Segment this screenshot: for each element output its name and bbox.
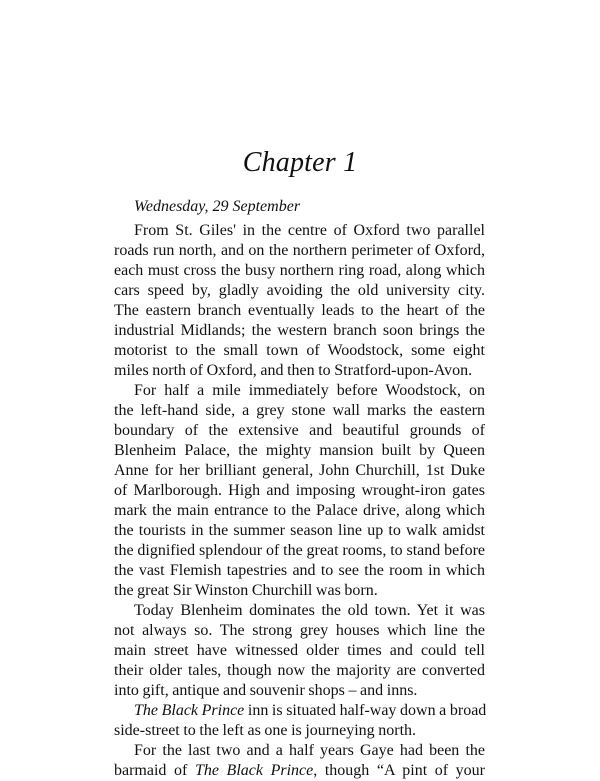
body-text <box>114 221 485 781</box>
text-line: roads run north, and on the northern perimeter of Oxford, <box>114 242 485 259</box>
text-line: Today Blenheim dominates the old town. Yet it was <box>134 602 485 619</box>
text-line: not always so. The strong grey houses which line the <box>114 622 485 639</box>
text-fragment: barmaid of <box>114 762 195 779</box>
text-line <box>114 701 485 721</box>
text-line: Blenheim Palace, the mighty mansion built by Queen <box>114 442 485 459</box>
text-line: the vast Flemish tapestries and to see the room in which <box>114 562 485 579</box>
text-line: mark the main entrance to the Palace drive, along which <box>114 502 485 519</box>
text-line: industrial Midlands; the western branch soon brings the <box>114 322 485 339</box>
text-line: cars speed by, gladly avoiding the old university city. <box>114 282 485 299</box>
text-line: miles north of Oxford, and then to Stratford-upon-Avon. <box>114 362 473 379</box>
text-line: the great Sir Winston Churchill was born. <box>114 582 378 599</box>
text-line: From St. Giles' in the centre of Oxford two parallel <box>134 222 485 239</box>
text-line <box>114 761 485 781</box>
chapter-date: Wednesday, 29 September <box>134 198 301 215</box>
text-line: each must cross the busy northern ring road, along which <box>114 262 485 279</box>
text-line: motorist to the small town of Woodstock, some eight <box>114 342 485 359</box>
text-fragment: inn is situated half-way down a broad <box>244 702 487 719</box>
text-line: side-street to the left as one is journeying north. <box>114 722 417 739</box>
text-line: Anne for her brilliant general, John Churchill, 1st Duke <box>114 462 485 479</box>
text-line: the left-hand side, a grey stone wall marks the eastern <box>114 402 485 419</box>
text-line: the tourists in the summer season line up to walk amidst <box>114 522 485 539</box>
text-fragment: , though “A pint of your <box>313 762 485 779</box>
text-line: of Marlborough. High and imposing wrought-iron gates <box>114 482 485 499</box>
text-line: For half a mile immediately before Woodstock, on <box>134 382 485 399</box>
text-line: The eastern branch eventually leads to the heart of the <box>114 302 485 319</box>
text-line: main street have witnessed older times and could tell <box>114 642 485 659</box>
inn-name: The Black Prince <box>194 762 314 779</box>
inn-name: The Black Prince <box>134 702 245 719</box>
text-line: the dignified splendour of the great rooms, to stand before <box>114 542 485 559</box>
text-line: For the last two and a half years Gaye had been the <box>134 742 485 759</box>
text-line: their older tales, though now the majority are converted <box>114 662 485 679</box>
chapter-title: Chapter 1 <box>242 147 358 178</box>
text-line: boundary of the extensive and beautiful grounds of <box>114 422 485 439</box>
text-line: into gift, antique and souvenir shops – and inns. <box>114 682 418 699</box>
